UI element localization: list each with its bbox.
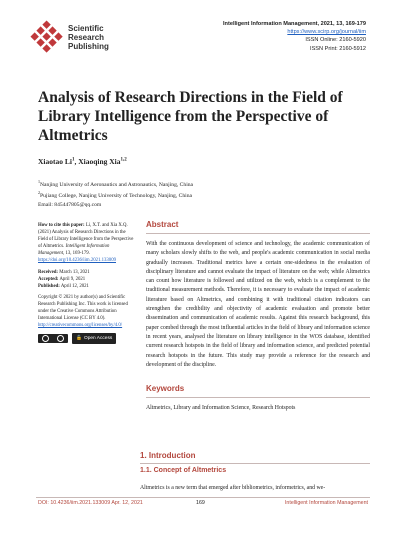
how-to-cite: How to cite this paper: Li, X.T. and Xia X.Q. (2021) Analysis of Research Directions in the Field of Library Intelligence from the Perspective of Altmetrics. Intelligent Information Management, 13, 169-179. https://doi.org/10.4236/iim.2021.133009 (38, 223, 134, 264)
intro-text: Altmetrics is a new term that emerged after bibliometrics, informetrics, and we- (140, 485, 326, 491)
author-1: Xiaotao Li (38, 157, 72, 166)
footer-journal: Intelligent Information Management (284, 500, 368, 506)
journal-citation: Intelligent Information Management, 2021, 13, 169-179 (223, 21, 366, 27)
license-link[interactable]: http://creativecommons.org/licenses/by/4.0/ (38, 323, 123, 329)
open-access-badge: 🔓 Open Access (72, 333, 116, 344)
keywords-heading: Keywords (146, 384, 370, 398)
abstract-section (146, 220, 370, 413)
section-divider (140, 463, 370, 464)
publisher-name: Scientific Research Publishing (68, 24, 109, 51)
authors: Xiaotao Li$^1$, Xiaoqing Xia$^{1,2}$ (38, 157, 127, 166)
keywords-text: Altmetrics, Library and Information Science, Research Hotspots (146, 405, 296, 412)
cc-by-icon (38, 334, 68, 343)
affiliation-1: $^1$Nanjing University of Aeronautics and Astronautics, Nanjing, China (38, 179, 194, 188)
article-dates: Received: March 13, 2021 Accepted: April 9, 2021 Published: April 12, 2021 (38, 269, 90, 289)
affiliations (38, 178, 193, 210)
affiliation-2: $^2$Pujiang College, Nanjing University of Technology, Nanjing, China (38, 190, 193, 200)
publisher-logo (30, 20, 64, 54)
issn-online: ISSN Online: 2160-5920 (305, 37, 366, 44)
author-2: Xiaoqing Xia (78, 157, 121, 166)
issn-print: ISSN Print: 2160-5912 (310, 45, 366, 52)
footer-doi: DOI: 10.4236/iim.2021.133009 Apr. 12, 2021 (38, 500, 143, 506)
lock-open-icon: 🔓 (76, 336, 82, 342)
abstract-heading: Abstract (146, 220, 370, 234)
paper-title: Analysis of Research Directions in the Field of Library Intelligence from the Perspective of Altmetrics (38, 89, 343, 144)
article-info-sidebar (38, 222, 134, 344)
author-email: Email: 845447805@qq.com (38, 201, 102, 208)
footer-divider (36, 497, 370, 498)
intro-heading: 1. Introduction (140, 451, 196, 460)
abstract-text: With the continuous development of science and technology, the academic communication of many scholars slowly shifts to the web, and people's academic communication in social media gradually increases. Traditional metrics have a certain one-sidedness in the evaluation of disciplinary literature and cannot evaluate the impact of literature on the web; while Altmetrics can count how literature is followed and utilized on the web, which is a complement to the traditional measurement methods. Therefore, it is necessary to evaluate the impact of academic literature based on Altmetrics, and combining it with traditional citation indicators can strengthen the credibility and objectivity of academic evaluation and promote better dissemination and communication of academic results. Against this research background, this paper combed through the most influential articles in the field of library and information science in recent years, analysed the literature on library intelligence in the WOS database, identified current research hotspots in the field of library and information science, and predicted potential research hotspots in the future. This study may provide a reference for the research and development of the discipline. (146, 241, 370, 368)
intro-subheading: 1.1. Concept of Altmetrics (140, 467, 227, 474)
journal-info (223, 20, 366, 53)
doi-link[interactable]: https://doi.org/10.4236/iim.2021.133009 (38, 258, 116, 264)
license-badges (38, 333, 134, 344)
journal-url-link[interactable]: https://www.scirp.org/journal/iim (287, 29, 366, 36)
page-number: 169 (196, 500, 205, 506)
license-text: Copyright © 2021 by author(s) and Scientific Research Publishing Inc. This work is licensed under the Creative Commons Attribution International License (CC BY 4.0). http://creativecommons.org/licenses/by/4.0/ (38, 294, 128, 329)
